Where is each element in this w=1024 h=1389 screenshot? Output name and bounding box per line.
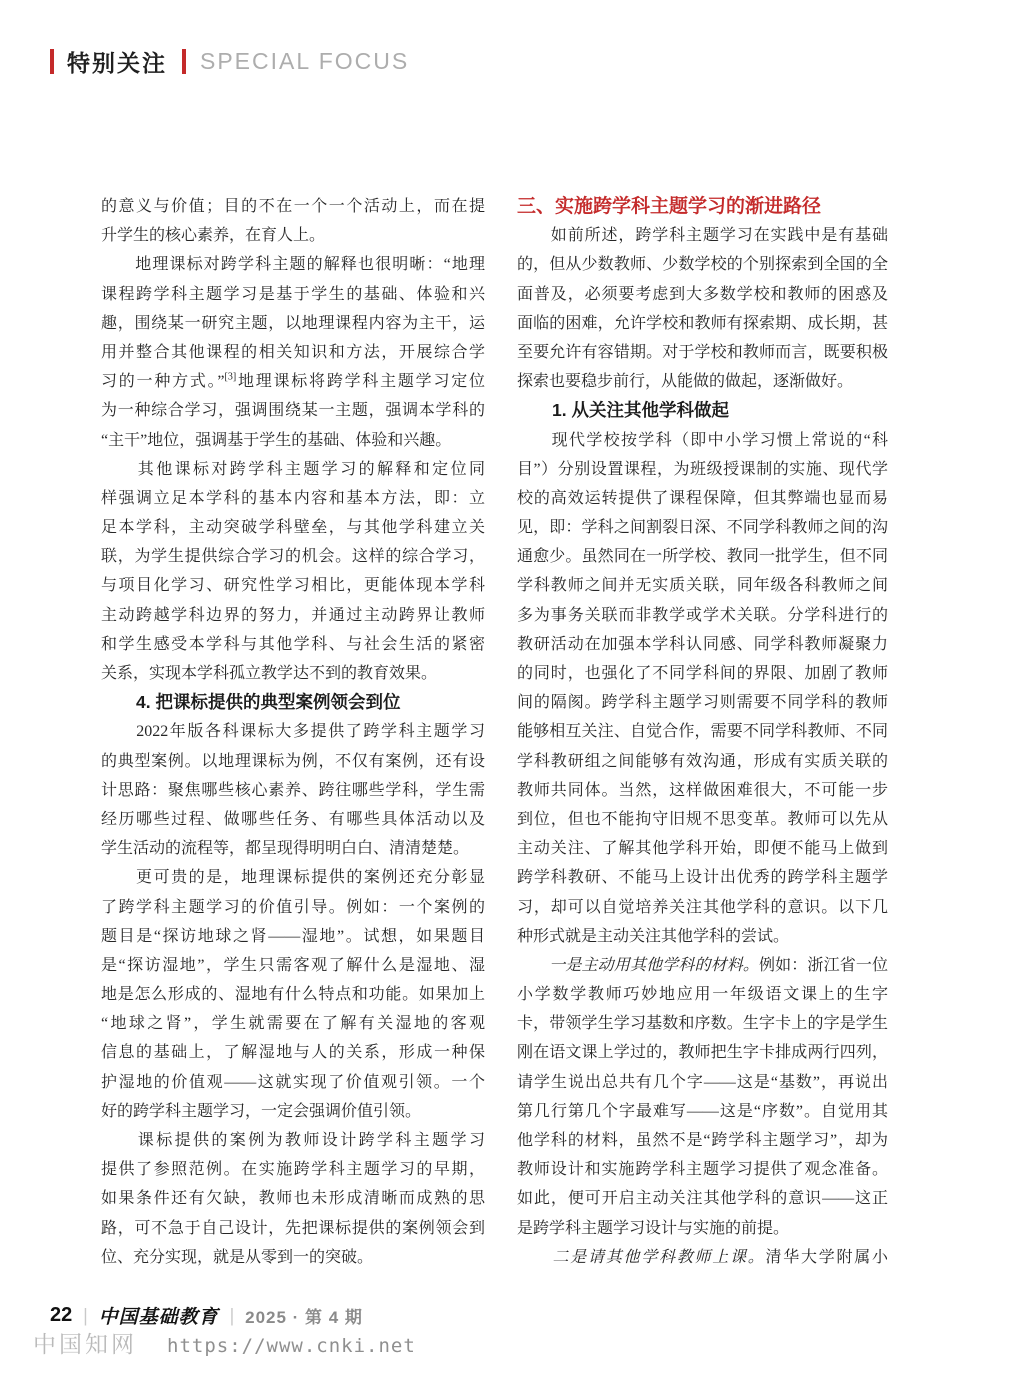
text-line <box>101 1009 485 1038</box>
text-run: 课程跨学科主题学习是基于学生的基础、体验和兴 <box>101 285 485 303</box>
text-line <box>101 601 485 630</box>
text-run: 与项目化学习、研究性学习相比，更能体现本学科 <box>101 577 485 595</box>
text-run: 教研活动在加强本学科认同感、同学科教师凝聚力 <box>517 635 888 653</box>
text-line <box>101 863 485 892</box>
text-run: 种形式就是主动关注其他学科的尝试。 <box>517 927 790 945</box>
section-title-en: SPECIAL FOCUS <box>200 48 410 74</box>
text-run: 面临的困难，允许学校和教师有探索期、成长期，甚 <box>517 314 888 332</box>
text-run: 第几行第几个字最难写——这是“序数”。自觉用其 <box>517 1102 888 1120</box>
text-run: 样强调立足本学科的基本内容和基本方法，即：立 <box>101 489 485 507</box>
text-run: 至要允许有容错期。对于学校和教师而言，既要积极 <box>517 343 888 361</box>
text-line <box>101 1097 485 1126</box>
section-title-cn: 特别关注 <box>67 50 167 76</box>
text-line <box>517 250 888 279</box>
text-line <box>517 922 888 951</box>
text-line <box>517 776 888 805</box>
text-line <box>517 455 888 484</box>
text-run: 经历哪些过程、做哪些任务、有哪些具体活动以及 <box>101 810 485 828</box>
text-run: 如果条件还有欠缺，教师也未形成清晰而成熟的思 <box>101 1190 485 1208</box>
issue-label: 2025 · 第 4 期 <box>245 1308 363 1327</box>
text-line <box>517 863 888 892</box>
text-line <box>517 951 888 980</box>
text-run: 升学生的核心素养，在育人上。 <box>101 227 326 245</box>
text-run: 的典型案例。以地理课标为例，不仅有案例，还有设 <box>101 752 485 770</box>
text-run: “地球之肾”，学生就需要在了解有关湿地的客观 <box>101 1015 485 1033</box>
text-line <box>517 1155 888 1184</box>
text-line <box>101 717 485 746</box>
text-line <box>517 834 888 863</box>
text-run: 2022年版各科课标大多提供了跨学科主题学习 <box>101 723 485 741</box>
text-run: 请学生说出总共有几个字——这是“基数”，再说出 <box>517 1073 888 1091</box>
text-run: 学生活动的流程等，都呈现得明明白白、清清楚楚。 <box>101 840 470 858</box>
text-line <box>101 455 485 484</box>
text-run: 多为事务关联而非教学或学术关联。分学科进行的 <box>517 606 888 624</box>
text-run: 地是怎么形成的、湿地有什么特点和功能。如果加上 <box>101 986 485 1004</box>
text-line <box>517 630 888 659</box>
text-run: 课标提供的案例为教师设计跨学科主题学习 <box>101 1132 485 1149</box>
text-run: 和学生感受本学科与其他学科、与社会生活的紧密 <box>101 635 485 653</box>
text-run: 护湿地的价值观——这就实现了价值观引领。一个 <box>101 1073 485 1091</box>
text-line <box>101 951 485 980</box>
journal-name: 中国基础教育 <box>98 1307 219 1328</box>
text-line <box>101 280 485 309</box>
text-line <box>517 1097 888 1126</box>
text-line <box>517 1126 888 1155</box>
text-run: 是“探访湿地”，学生只需客观了解什么是湿地、湿 <box>101 956 485 974</box>
text-line <box>101 1068 485 1097</box>
text-run: 趣，围绕某一研究主题，以地理课程内容为主干，运 <box>101 314 485 332</box>
text-line <box>517 980 888 1009</box>
header-accent-bar-icon <box>50 49 54 74</box>
text-line <box>101 367 485 396</box>
watermark-site-name: 中国知网 <box>33 1332 137 1357</box>
text-run: 为一种综合学习，强调围绕某一主题，强调本学科的 <box>101 402 485 420</box>
footnote-reference: [3] <box>224 371 237 383</box>
text-line <box>101 1126 485 1155</box>
text-run: 刚在语文课上学过的，教师把生字卡排成两行四列， <box>517 1044 888 1062</box>
text-line <box>517 1038 888 1067</box>
text-line <box>101 250 485 279</box>
text-run: 好的跨学科主题学习，一定会强调价值引领。 <box>101 1102 422 1120</box>
text-line <box>101 338 485 367</box>
text-run: 位、充分实现，就是从零到一的突破。 <box>101 1248 374 1266</box>
text-line <box>101 980 485 1009</box>
left-text-column <box>101 192 485 1272</box>
text-run: 通愈少。虽然同在一所学校、教同一批学生，但不同 <box>517 548 888 566</box>
text-run: 一是主动用其他学科的材料。 <box>549 956 760 974</box>
text-run: “主干”地位，强调基于学生的基础、体验和兴趣。 <box>101 431 452 449</box>
text-run: 习的一种方式。” <box>101 373 225 391</box>
text-run: 地理课标将跨学科主题学习定位 <box>236 373 485 391</box>
text-run: 的，但从少数教师、少数学校的个别探索到全国的全 <box>517 256 888 274</box>
text-line <box>517 659 888 688</box>
text-run: 足本学科，主动突破学科壁垒，与其他学科建立关 <box>101 519 485 537</box>
text-run: 如此，便可开启主动关注其他学科的意识——这正 <box>517 1190 888 1208</box>
text-run: 现代学校按学科（即中小学习惯上常说的“科 <box>517 431 888 449</box>
text-run: 地理课标对跨学科主题的解释也很明晰：“地理 <box>101 256 485 274</box>
text-line <box>101 659 485 688</box>
sub-heading <box>101 688 485 717</box>
text-line <box>517 805 888 834</box>
text-run: 教师共同体。当然，这样做困难很大，不可能一步 <box>517 781 888 799</box>
text-run: 用并整合其他课程的相关知识和方法，开展综合学 <box>101 343 485 361</box>
right-text-column <box>517 192 888 1272</box>
text-line <box>517 1243 888 1272</box>
page-footer <box>50 1302 363 1329</box>
text-line <box>517 513 888 542</box>
text-line <box>101 396 485 425</box>
text-line <box>517 1184 888 1213</box>
text-line <box>517 688 888 717</box>
text-line <box>517 221 888 250</box>
text-run: 能够相互关注、自觉合作，需要不同学科教师、不同 <box>517 723 888 741</box>
text-line <box>517 367 888 396</box>
text-line <box>517 747 888 776</box>
text-run: 清华大学附属小 <box>765 1248 888 1266</box>
text-run: 跨学科教研、不能马上设计出优秀的跨学科主题学 <box>517 869 888 887</box>
text-line <box>101 893 485 922</box>
text-run: 其他课标对跨学科主题学习的解释和定位同 <box>101 460 485 478</box>
text-line <box>517 426 888 455</box>
text-line <box>101 834 485 863</box>
text-run: 习，却可以自觉培养关注其他学科的意识。以下几 <box>517 898 888 916</box>
text-line <box>101 922 485 951</box>
text-run: 到位，但也不能拘守旧规不思变革。教师可以先从 <box>517 810 888 828</box>
watermark-url: https://www.cnki.net <box>167 1335 416 1357</box>
text-line <box>517 893 888 922</box>
text-run: 更可贵的是，地理课标提供的案例还充分彰显 <box>101 869 485 887</box>
text-run: 主动跨越学科边界的努力，并通过主动跨界让教师 <box>101 606 485 624</box>
text-run: 题目是“探访地球之肾——湿地”。试想，如果题目 <box>101 927 485 945</box>
text-line <box>517 542 888 571</box>
text-line <box>517 484 888 513</box>
text-run: 路，可不急于自己设计，先把课标提供的案例领会到 <box>101 1219 485 1237</box>
text-run: 教师设计和实施跨学科主题学习提供了观念准备。 <box>517 1161 888 1179</box>
text-line <box>517 571 888 600</box>
text-line <box>101 221 485 250</box>
text-line <box>517 1068 888 1097</box>
text-run: 是跨学科主题学习设计与实施的前提。 <box>517 1219 790 1237</box>
text-run: 信息的基础上，了解湿地与人的关系，形成一种保 <box>101 1044 485 1062</box>
footer-separator2: | <box>229 1304 235 1326</box>
text-run: 间的隔阂。跨学科主题学习则需要不同学科的教师 <box>517 694 888 712</box>
text-line <box>517 280 888 309</box>
text-run: 4. 把课标提供的典型案例领会到位 <box>101 692 401 713</box>
text-line <box>101 426 485 455</box>
text-line <box>101 747 485 776</box>
text-line <box>101 192 485 221</box>
header-accent-bar2-icon <box>182 49 186 74</box>
text-line <box>101 513 485 542</box>
section-heading <box>517 192 888 221</box>
text-line <box>101 1214 485 1243</box>
text-line <box>517 601 888 630</box>
text-line <box>517 717 888 746</box>
text-run: 提供了参照范例。在实施跨学科主题学习的早期， <box>101 1161 485 1179</box>
text-line <box>101 1155 485 1184</box>
text-run <box>517 1249 553 1266</box>
text-run: 学科教研组之间能够有效沟通，形成有实质关联的 <box>517 752 888 770</box>
text-run: 二是请其他学科教师上课。 <box>552 1248 766 1266</box>
text-run: 见，即：学科之间割裂日深、不同学科教师之间的沟 <box>517 519 888 537</box>
text-run: 的同时，也强化了不同学科间的界限、加剧了教师 <box>517 665 888 682</box>
text-line <box>101 542 485 571</box>
text-line <box>517 309 888 338</box>
text-run: 校的高效运转提供了课程保障，但其弊端也显而易 <box>517 489 888 507</box>
text-run: 面普及，必须要考虑到大多数学校和教师的困惑及 <box>517 285 888 303</box>
text-run: 主动关注、了解其他学科开始，即便不能马上做到 <box>517 840 888 858</box>
text-run: 的意义与价值；目的不在一个一个活动上，而在提 <box>101 198 485 215</box>
text-line <box>101 776 485 805</box>
text-line <box>101 630 485 659</box>
text-line <box>101 1243 485 1272</box>
sub-heading <box>517 396 888 425</box>
text-run: 1. 从关注其他学科做起 <box>517 400 729 421</box>
text-run: 例如：浙江省一位 <box>759 956 888 974</box>
text-line <box>517 1009 888 1038</box>
text-line <box>101 309 485 338</box>
text-run: 探索也要稳步前行，从能做的做起，逐渐做好。 <box>517 373 854 391</box>
text-run: 小学数学教师巧妙地应用一年级语文课上的生字 <box>517 986 888 1004</box>
text-line <box>101 1038 485 1067</box>
text-line <box>517 1214 888 1243</box>
text-run: 计思路：聚焦哪些核心素养、跨往哪些学科，学生需 <box>101 781 485 799</box>
cnki-watermark <box>33 1326 416 1359</box>
text-line <box>101 571 485 600</box>
text-run <box>517 957 549 974</box>
text-run: 目”）分别设置课程，为班级授课制的实施、现代学 <box>517 460 888 478</box>
footer-separator: | <box>83 1304 88 1326</box>
text-run: 学科教师之间并无实质关联，同年级各科教师之间 <box>517 577 888 595</box>
text-run: 关系，实现本学科孤立教学达不到的教育效果。 <box>101 665 438 682</box>
text-run: 了跨学科主题学习的价值引导。例如：一个案例的 <box>101 898 485 916</box>
text-run: 联，为学生提供综合学习的机会。这样的综合学习， <box>101 548 485 566</box>
text-line <box>101 484 485 513</box>
text-run: 卡，带领学生学习基数和序数。生字卡上的字是学生 <box>517 1015 888 1033</box>
text-run: 如前所述，跨学科主题学习在实践中是有基础 <box>517 227 888 245</box>
page-number: 22 <box>50 1304 73 1326</box>
page-header <box>50 45 409 78</box>
text-run: 三、实施跨学科主题学习的渐进路径 <box>517 196 822 217</box>
text-line <box>517 338 888 367</box>
text-line <box>101 805 485 834</box>
text-run: 他学科的材料，虽然不是“跨学科主题学习”，却为 <box>517 1132 888 1149</box>
text-line <box>101 1184 485 1213</box>
